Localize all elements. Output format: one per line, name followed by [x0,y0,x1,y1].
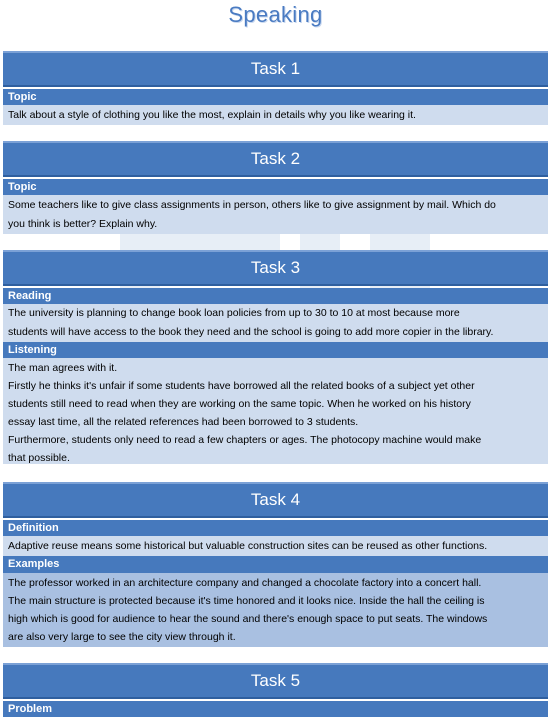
task-3-header: Task 3 [3,250,548,286]
task-4-examples-label: Examples [3,556,548,573]
task-3-reading-label: Reading [3,288,548,304]
task-2-topic-text [3,195,548,234]
task-1-topic-text [3,105,548,125]
text-line: The man agrees with it. [8,362,118,374]
text-line: high which is good for audience to hear the sound and there's enough space to put seats. The windows [8,613,488,625]
task-3-listening-label: Listening [3,342,548,358]
task-1-header: Task 1 [3,51,548,87]
text-line: Talk about a style of clothing you like the most, explain in details why you like wearing it. [8,109,416,121]
text-line: The university is planning to change book loan policies from up to 30 to 10 at most because more [8,307,460,319]
task-2-topic-label: Topic [3,179,548,195]
task-3-listening-text [3,358,548,464]
text-line: Furthermore, students only need to read a few chapters or ages. The photocopy machine would make [8,434,482,446]
text-line: essay last time, all the related references had been borrowed to 3 students. [8,416,359,428]
task-2-header: Task 2 [3,141,548,177]
text-line: students still need to read when they are working on the same topic. When he worked on his history [8,398,471,410]
task-4-header: Task 4 [3,482,548,518]
task-4-definition-text [3,536,548,556]
task-4-definition-label: Definition [3,520,548,536]
text-line: The professor worked in an architecture company and changed a chocolate factory into a concert hall. [8,577,482,589]
text-line: Some teachers like to give class assignments in person, others like to give assignment by mail. Which do [8,199,496,211]
task-4-examples-text [3,573,548,647]
task-5-header: Task 5 [3,663,548,699]
task-1-topic-label: Topic [3,89,548,105]
text-line: you think is better? Explain why. [8,218,158,230]
task-5-problem-label: Problem [3,701,548,717]
task-3-reading-text [3,304,548,342]
text-line: students will have access to the book they need and the school is going to add more copier in the library. [8,326,494,338]
text-line: Adaptive reuse means some historical but valuable construction sites can be reused as other functions. [8,540,488,552]
text-line: The main structure is protected because it's time honored and it looks nice. Inside the hall the ceiling is [8,595,485,607]
text-line: that possible. [8,452,70,464]
page-title: Speaking [228,2,323,27]
text-line: Firstly he thinks it's unfair if some students have borrowed all the related books of a subject yet other [8,380,475,392]
text-line: are also very large to see the city view through it. [8,631,236,643]
